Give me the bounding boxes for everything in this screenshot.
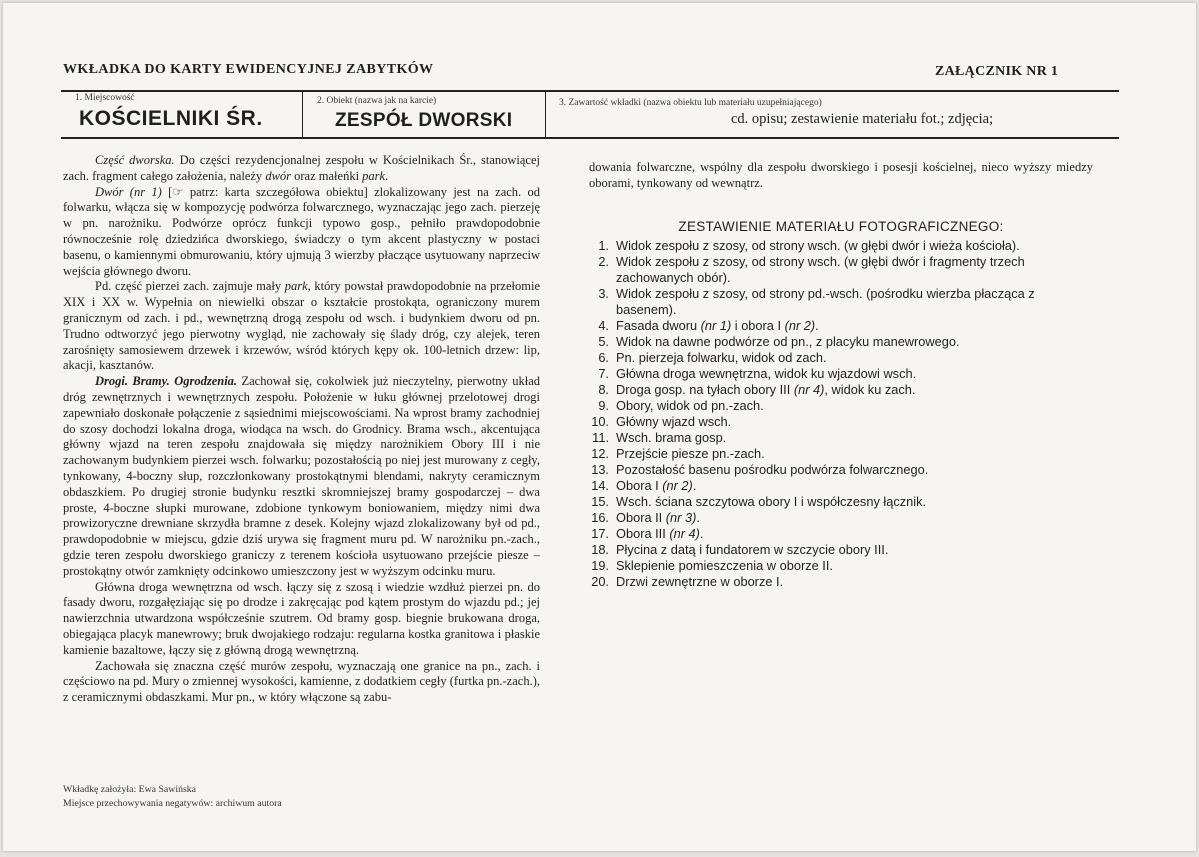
- header-bottom-rule: [61, 137, 1119, 139]
- field-1-label: 1. Miejscowość: [75, 93, 135, 103]
- photo-item-part: , widok ku zach.: [824, 381, 916, 397]
- photo-list-item: [589, 382, 1093, 398]
- photo-item-part: Drzwi zewnętrzne w oborze I.: [616, 573, 784, 589]
- paragraph-park: [63, 279, 540, 374]
- photo-item-part: Fasada dworu: [616, 317, 701, 333]
- locality-value: KOŚCIELNIKI ŚR.: [79, 107, 263, 130]
- photo-list-item: [589, 542, 1093, 558]
- italic-term: dwór: [265, 168, 292, 183]
- photo-item-part: Obory, widok od pn.-zach.: [616, 397, 764, 413]
- photo-item-part: Główna droga wewnętrzna, widok ku wjazdowi wsch.: [616, 365, 917, 381]
- annex-label: ZAŁĄCZNIK NR 1: [935, 64, 1059, 79]
- photo-item-part: Obora II: [616, 509, 666, 525]
- photo-item-number: 11.: [592, 429, 609, 445]
- photo-item-text: [610, 510, 700, 526]
- italic-term: park: [362, 168, 386, 183]
- photo-item-number: 5.: [598, 333, 609, 349]
- photo-list-item: [589, 510, 1093, 526]
- photo-item-text: [610, 334, 960, 350]
- paragraph-text: , który powstał prawdopodobnie na przełomie XIX i XX w. Wypełnia on niewielki obszar o kształcie prostokąta, ograniczony murem granicznym od zach. i pd., wewnętrzną drogą zespołu od wsch. i budynkiem dworu od pn. Trudno odtworzyć jego pierwotny wygląd, nie zachowały się ślady dróg, czy alejek, teren zarośnięty samosiewem drzewek i krzewów, wśród których kępy ok. 100-letnich drzew: lip, akacji, kasztanów.: [63, 279, 540, 373]
- footer-author: Wkładkę założyła: Ewa Sawińska: [63, 784, 197, 795]
- photo-item-text: [610, 574, 783, 590]
- photo-item-ref: (nr 4): [793, 381, 825, 397]
- photo-item-number: 16.: [591, 509, 609, 525]
- photo-item-part: Pn. pierzeja folwarku, widok od zach.: [616, 349, 827, 365]
- photo-item-text: [610, 478, 696, 494]
- italic-term: park: [284, 279, 308, 294]
- photo-item-part: .: [815, 317, 819, 333]
- photo-item-text: [610, 350, 827, 366]
- paragraph-text: oraz małeńki: [291, 168, 363, 183]
- photo-item-number: 19.: [591, 557, 609, 573]
- photo-list-item: [589, 254, 1093, 286]
- photo-list-item: [589, 318, 1093, 334]
- paragraph-text: Do części rezydencjonalnej zespołu w Kościelnikach Śr., stanowiącej zach. fragment całego założenia, należy: [63, 153, 540, 183]
- photo-item-number: 1.: [598, 237, 609, 253]
- photo-item-text: [610, 366, 916, 382]
- photo-item-part: Obora III: [616, 525, 670, 541]
- photo-item-number: 14.: [591, 477, 609, 493]
- photo-item-text: [610, 286, 1093, 318]
- field-3-label: 3. Zawartość wkładki (nazwa obiektu lub materiału uzupełniającego): [559, 98, 822, 108]
- photo-item-text: [610, 318, 819, 334]
- photo-item-number: 12.: [591, 445, 609, 461]
- photo-item-part: Widok zespołu z szosy, od strony wsch. (w głębi dwór i wieża kościoła).: [616, 237, 1020, 253]
- photo-item-part: Płycina z datą i fundatorem w szczycie obory III.: [616, 541, 889, 557]
- photo-item-part: .: [692, 477, 697, 493]
- photo-list-item: [589, 238, 1093, 254]
- photo-item-number: 4.: [598, 317, 609, 333]
- photo-list-item: [589, 494, 1093, 510]
- object-value: ZESPÓŁ DWORSKI: [335, 110, 513, 131]
- photo-item-text: [610, 446, 765, 462]
- paragraph-manor-part: [63, 153, 540, 185]
- photo-item-part: Przejście piesze pn.-zach.: [616, 445, 765, 461]
- photo-list-item: [589, 446, 1093, 462]
- photo-item-part: Droga gosp. na tyłach obory III: [616, 381, 794, 397]
- photo-item-number: 2.: [598, 253, 609, 269]
- photo-list-item: [589, 462, 1093, 478]
- photo-item-number: 8.: [598, 381, 609, 397]
- photo-item-number: 10.: [591, 413, 609, 429]
- paragraph-text: .: [385, 168, 389, 183]
- photo-item-text: [610, 430, 726, 446]
- photo-item-text: [610, 382, 915, 398]
- photo-item-part: Widok zespołu z szosy, od strony wsch. (w głębi dwór i fragmenty trzech zachowanych obór).: [616, 253, 1025, 285]
- paragraph-main-road: Główna droga wewnętrzna od wsch. łączy się z szosą i wiedzie wzdłuż pierzei pn. do fasady dworu, rozgałęziając się po drodze i zakręcając pod kątem prostym do wjazdu pd.; jej nawierzchnia utwardzona współcześnie szutrem. Od bramy gosp. biegnie brukowana droga, obiegająca placyk manewrowy; bruk dwojakiego rodzaju: regularna kostka granitowa i płaskie kamienie bazaltowe, łączy się z główną drogą wewnętrzną.: [63, 579, 540, 657]
- photo-item-text: [610, 238, 1020, 254]
- header-top-rule: [61, 90, 1119, 92]
- photo-item-number: 9.: [598, 397, 609, 413]
- photo-item-part: Wsch. brama gosp.: [616, 429, 727, 445]
- paragraph-text: Zachował się, cokolwiek już nieczytelny, pierwotny układ dróg zewnętrznych i wewnętrznych zespołu. Położenie w łuku głównej przelotowej drogi zapewniało doskonałe połączenie z sąsiednimi miejscowościami. Na wprost bramy zachodniej do szosy dochodzi lokalna droga, wiodąca na wsch. do Grodnicy. Brama wsch., akcentująca główny wjazd na teren zespołu znajdowała się między narożnikiem Obory III i nie zachowanym budynkiem pierzei wsch. folwarku; pozostałością po niej jest murowany z cegły, tynkowany, 4-boczny słup, rozczłonkowany prostokątnymi blendami, nakryty ceramicznym obdaszkiem. Po drugiej stronie budynku resztki skromniejszej bramy gospodarczej – dwa proste, 4-boczne słupki murowane, zdobione tynkowym boniowaniem, między nimi dwa prowizoryczne drewniane skrzydła bramne z desek. Kolejny wjazd zlokalizowany był od pd., prawdopodobnie w miejscu, gdzie dziś urywa się fragment muru pd. W narożniku pn.-zach., gdzie teren zespołu dworskiego graniczy z terenem kościoła usytuowano przejście piesze – prostokątny otwór zamknięty odcinkowo umieszczony jest w wyższym odcinku muru.: [63, 374, 540, 578]
- photo-list: [589, 238, 1093, 590]
- photo-item-number: 15.: [591, 493, 609, 509]
- photo-list-item: [589, 350, 1093, 366]
- photo-list-item: [589, 478, 1093, 494]
- paragraph-roads-gates: [63, 374, 540, 579]
- photo-item-part: Obora I: [616, 477, 663, 493]
- right-column: [589, 160, 1093, 590]
- photo-list-item: [589, 414, 1093, 430]
- photo-item-number: 7.: [598, 365, 609, 381]
- document-title: WKŁADKA DO KARTY EWIDENCYJNEJ ZABYTKÓW: [63, 62, 434, 77]
- photo-list-item: [589, 558, 1093, 574]
- photo-item-text: [610, 398, 764, 414]
- photo-item-text: [610, 526, 703, 542]
- photo-item-text: [610, 542, 888, 558]
- photo-list-title: ZESTAWIENIE MATERIAŁU FOTOGRAFICZNEGO:: [678, 218, 1004, 234]
- photo-item-ref: (nr 4): [669, 525, 700, 541]
- photo-item-ref: (nr 1): [700, 317, 732, 333]
- photo-item-ref: (nr 2): [662, 477, 693, 493]
- photo-item-number: 3.: [598, 285, 609, 301]
- photo-item-number: 17.: [591, 525, 609, 541]
- photo-list-item: [589, 286, 1093, 318]
- photo-item-text: [610, 494, 926, 510]
- photo-item-number: 18.: [591, 541, 609, 557]
- section-heading: Część dworska.: [95, 153, 175, 167]
- photo-item-part: i obora I: [731, 317, 785, 333]
- photo-list-item: [589, 430, 1093, 446]
- photo-item-ref: (nr 2): [784, 317, 816, 333]
- field-divider-1: [302, 90, 303, 138]
- photo-item-text: [610, 558, 833, 574]
- photo-item-number: 20.: [591, 573, 609, 589]
- continuation-text: dowania folwarczne, wspólny dla zespołu dworskiego i posesji kościelnej, nieco wyższy miedzy oborami, tynkowany od wewnątrz.: [589, 160, 1093, 190]
- photo-item-part: .: [699, 525, 704, 541]
- photo-item-part: Główny wjazd wsch.: [616, 413, 732, 429]
- photo-item-part: Pozostałość basenu pośrodku podwórza folwarcznego.: [616, 461, 929, 477]
- photo-item-part: Widok na dawne podwórze od pn., z placyku manewrowego.: [616, 333, 960, 349]
- photo-item-number: 6.: [598, 349, 609, 365]
- document-sheet: [3, 3, 1196, 851]
- photo-item-text: [610, 462, 928, 478]
- paragraph-text: Pd. część pierzei zach. zajmuje mały: [95, 279, 285, 294]
- photo-item-text: [610, 414, 731, 430]
- paragraph-manor-house: [63, 185, 540, 280]
- photo-item-ref: (nr 3): [665, 509, 697, 525]
- photo-item-part: Widok zespołu z szosy, od strony pd.-wsch. (pośrodku wierzba płacząca z basenem).: [616, 285, 1035, 317]
- paragraph-walls: Zachowała się znaczna część murów zespołu, wyznaczają one granice na pn., zach. i częściowo na pd. Mury o zmiennej wysokości, kamienne, z dodatkiem cegły (furtka pn.-zach.), z ceramicznymi obdaszkami. Mur pn., w który włączone są zabu-: [63, 658, 540, 705]
- photo-item-part: Wsch. ściana szczytowa obory I i współczesny łącznik.: [616, 493, 927, 509]
- photo-list-item: [589, 574, 1093, 590]
- photo-item-part: .: [696, 509, 700, 525]
- photo-list-item: [589, 366, 1093, 382]
- photo-item-number: 13.: [591, 461, 609, 477]
- paragraph-text: [☞ patrz: karta szczegółowa obiektu] zlokalizowany jest na zach. od folwarku, włącza się w kompozycję podwórza folwarcznego, wyznaczając jego zach. pierzeję w pn. narożniku. Podwórze oprócz funkcji typowo gosp., pełniło prawdopodobnie równocześnie rolę dziedzińca dworskiego, świadczy o tym akcent plastyczny w postaci basenu, o kamiennymi obmurowaniu, który ujmują 3 wierzby płaczące usytuowany naprzeciw wejścia głównego dworu.: [63, 184, 540, 278]
- insert-content-value: cd. opisu; zestawienie materiału fot.; zdjęcia;: [731, 111, 994, 127]
- left-column: [63, 153, 540, 706]
- section-heading: Dwór (nr 1): [95, 184, 162, 199]
- field-divider-2: [545, 90, 546, 138]
- photo-item-text: [610, 254, 1093, 286]
- field-2-label: 2. Obiekt (nazwa jak na karcie): [317, 96, 437, 106]
- photo-list-item: [589, 526, 1093, 542]
- section-heading: Drogi. Bramy. Ogrodzenia.: [95, 374, 238, 389]
- photo-list-item: [589, 398, 1093, 414]
- photo-list-item: [589, 334, 1093, 350]
- photo-item-part: Sklepienie pomieszczenia w oborze II.: [616, 557, 833, 573]
- footer-storage: Miejsce przechowywania negatywów: archiwum autora: [63, 798, 282, 809]
